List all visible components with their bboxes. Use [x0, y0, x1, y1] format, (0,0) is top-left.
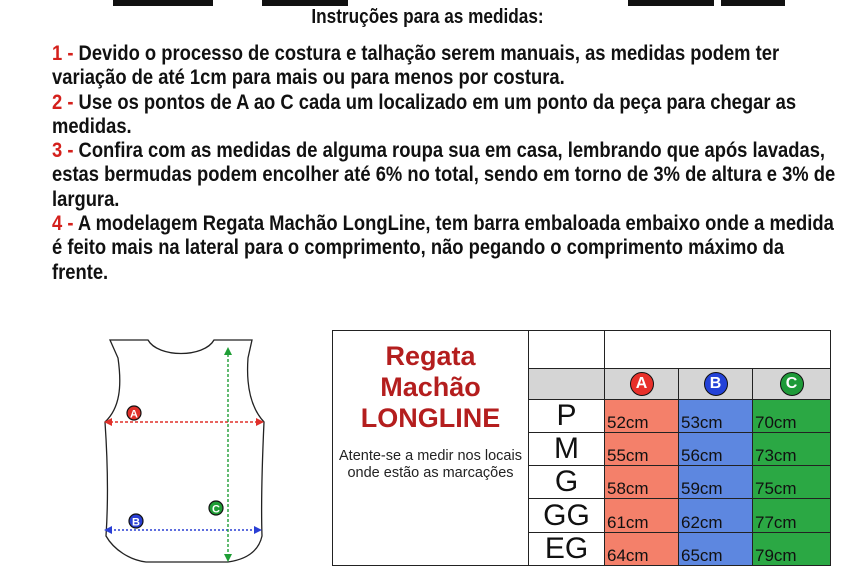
instruction-number: 3 - — [52, 139, 74, 163]
value-b: 53cm — [679, 399, 753, 432]
instruction-number: 2 - — [52, 90, 74, 114]
value-a: 61cm — [605, 499, 679, 532]
size-cell: M — [529, 432, 605, 465]
marker-b-label: B — [132, 516, 140, 529]
value-b: 65cm — [679, 532, 753, 565]
size-cell: P — [529, 399, 605, 432]
instruction-text: Confira com as medidas de alguma roupa sua em casa, lembrando que após lavadas, estas bermudas podem encolher até 6% no total, sendo em torno de 3% de altura e 3% de largura. — [52, 139, 836, 211]
value-c: 73cm — [753, 432, 831, 465]
instruction-number: 1 - — [52, 42, 74, 65]
table-title-cell — [333, 331, 529, 566]
column-header-b — [679, 369, 753, 399]
size-cell: GG — [529, 499, 605, 532]
value-a: 52cm — [605, 399, 679, 432]
value-b: 59cm — [679, 466, 753, 499]
value-a: 55cm — [605, 432, 679, 465]
value-b: 56cm — [679, 432, 753, 465]
tank-top-outline — [105, 340, 264, 562]
badge-b-icon: B — [704, 372, 728, 396]
instruction-item — [52, 91, 840, 140]
header-empty-cell — [529, 331, 605, 369]
column-header-c — [753, 369, 831, 399]
measure-note: Atente-se a medir nos locais onde estão as marcações — [339, 448, 522, 481]
size-cell: G — [529, 466, 605, 499]
value-a: 58cm — [605, 466, 679, 499]
header-empty-span — [605, 331, 831, 369]
value-c: 70cm — [753, 399, 831, 432]
value-c: 75cm — [753, 466, 831, 499]
value-b: 62cm — [679, 499, 753, 532]
product-title-line: LONGLINE — [360, 403, 501, 433]
product-title — [333, 331, 528, 434]
size-cell: EG — [529, 532, 605, 565]
instruction-number: 4 - — [52, 212, 74, 236]
badge-a-icon: A — [630, 372, 654, 396]
marker-c-label: C — [212, 503, 220, 516]
value-c: 77cm — [753, 499, 831, 532]
size-table — [332, 330, 831, 566]
instruction-item — [52, 139, 840, 212]
marker-a-label: A — [130, 408, 138, 421]
product-title-line: Regata — [385, 341, 476, 371]
column-header-a — [605, 369, 679, 399]
instructions-heading: Instruções para as medidas: — [311, 6, 544, 28]
instruction-item — [52, 212, 840, 285]
value-a: 64cm — [605, 532, 679, 565]
instruction-text: Devido o processo de costura e talhação serem manuais, as medidas podem ter variação de até 1cm para mais ou para menos por costura. — [52, 42, 780, 90]
badge-c-icon: C — [780, 372, 804, 396]
instruction-text: A modelagem Regata Machão LongLine, tem barra embaloada embaixo onde a medida é feito mais na lateral para o comprimento, não pegando o comprimento máximo da frente. — [52, 212, 834, 284]
tank-top-diagram — [96, 336, 272, 568]
instruction-text: Use os pontos de A ao C cada um localizado em um ponto da peça para chegar as medidas. — [52, 90, 797, 138]
product-title-line: Machão — [380, 372, 481, 402]
value-c: 79cm — [753, 532, 831, 565]
instructions-list — [52, 42, 840, 285]
header-grey-cell — [529, 369, 605, 399]
instruction-item — [52, 42, 840, 91]
